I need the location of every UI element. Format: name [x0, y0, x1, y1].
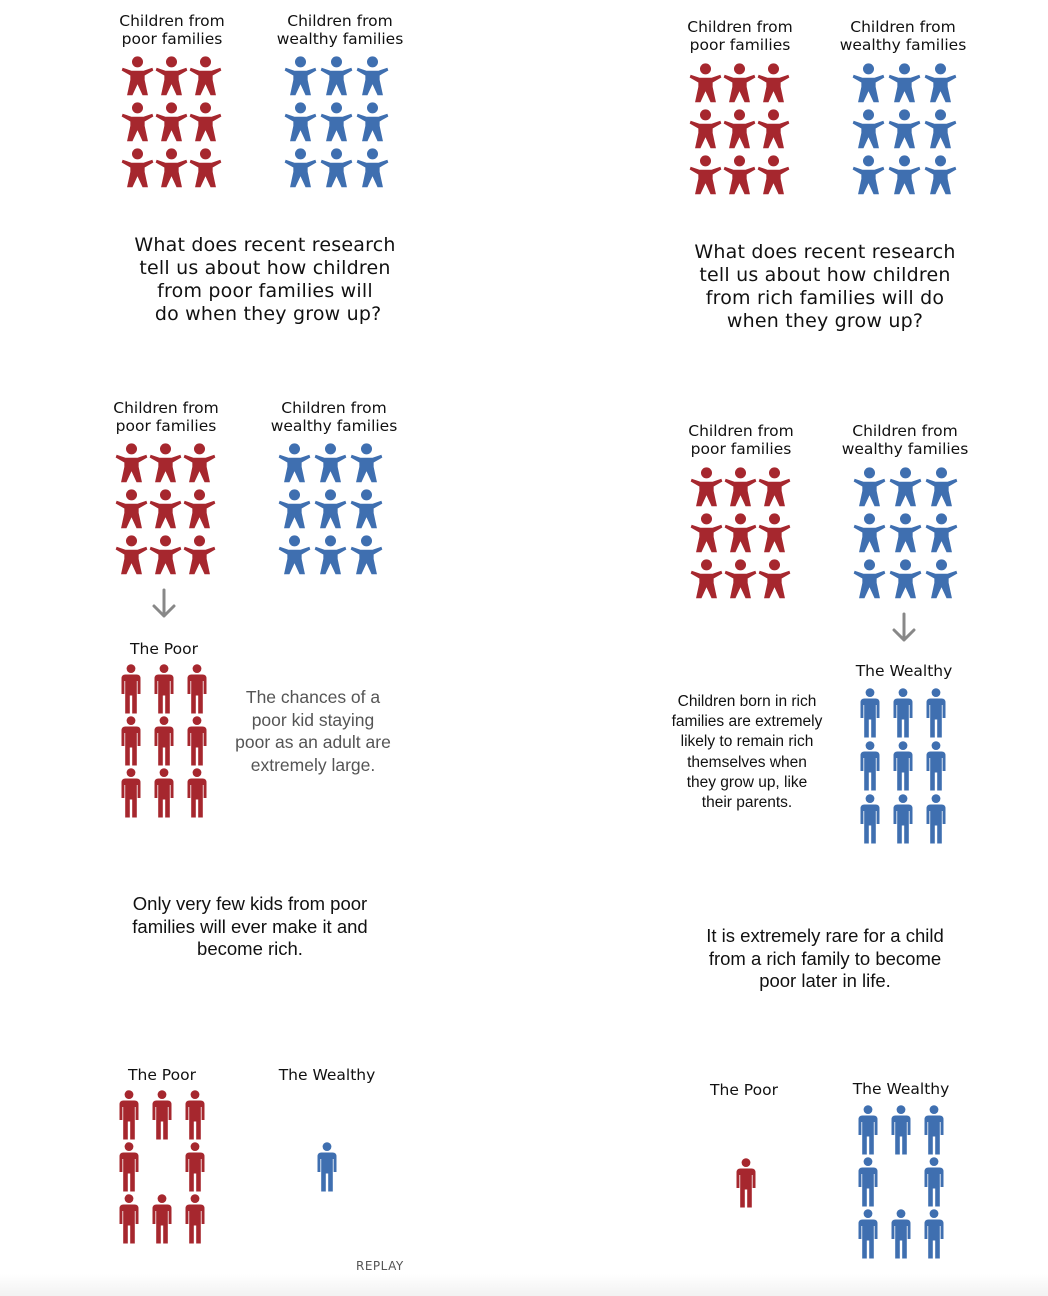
child-figure-icon — [350, 489, 383, 529]
child-figure-icon — [724, 513, 757, 553]
adult-figure-icon — [152, 716, 176, 766]
child-figure-icon — [278, 535, 311, 575]
adult-figure-icon — [856, 1105, 880, 1155]
child-figure-icon — [853, 559, 886, 599]
child-figure-icon — [889, 559, 922, 599]
wealthy-outcome-caption: Children born in rich families are extremely likely to remain rich themselves when they grow up, like their parents. — [671, 693, 823, 812]
child-figure-icon — [149, 443, 182, 483]
adult-figure-icon — [119, 664, 143, 714]
child-figure-icon — [121, 56, 154, 96]
adult-figure-icon — [185, 716, 209, 766]
poor-outcome-caption: The chances of a poor kid staying poor as an adult are extremely large. — [235, 687, 391, 775]
child-figure-icon — [852, 109, 885, 149]
child-figure-icon — [189, 148, 222, 188]
poor-children-label: Children from poor families — [119, 12, 225, 48]
arrow-down-icon — [889, 611, 919, 645]
child-figure-icon — [183, 489, 216, 529]
child-figure-icon — [758, 467, 791, 507]
child-figure-icon — [350, 443, 383, 483]
adult-figure-icon — [185, 768, 209, 818]
poor-children-label: Children from poor families — [687, 18, 793, 54]
child-figure-icon — [889, 513, 922, 553]
child-figure-icon — [121, 148, 154, 188]
child-figure-icon — [757, 155, 790, 195]
child-figure-icon — [924, 155, 957, 195]
question-text: What does recent research tell us about how children from rich families will do when they grow up? — [694, 241, 956, 332]
child-figure-icon — [115, 535, 148, 575]
adult-figure-icon — [183, 1090, 207, 1140]
the-wealthy-label: The Wealthy — [852, 1080, 950, 1098]
adult-figure-icon — [922, 1209, 946, 1259]
mobility-statement: Only very few kids from poor families will ever make it and become rich. — [132, 893, 368, 959]
child-figure-icon — [723, 155, 756, 195]
adult-figure-icon — [891, 688, 915, 738]
child-figure-icon — [284, 148, 317, 188]
adult-figure-icon — [185, 664, 209, 714]
adult-figure-icon — [117, 1142, 141, 1192]
adult-figure-icon — [150, 1090, 174, 1140]
child-figure-icon — [278, 489, 311, 529]
question-text: What does recent research tell us about how children from poor families will do when they grow up? — [134, 234, 396, 325]
child-figure-icon — [189, 56, 222, 96]
child-figure-icon — [149, 535, 182, 575]
adult-figure-icon — [315, 1142, 339, 1192]
child-figure-icon — [320, 102, 353, 142]
the-wealthy-label: The Wealthy — [278, 1066, 376, 1084]
the-wealthy-label: The Wealthy — [855, 662, 953, 680]
child-figure-icon — [356, 56, 389, 96]
child-figure-icon — [320, 148, 353, 188]
adult-figure-icon — [119, 716, 143, 766]
the-poor-label: The Poor — [130, 640, 198, 658]
child-figure-icon — [689, 109, 722, 149]
adult-figure-icon — [119, 768, 143, 818]
adult-figure-icon — [183, 1194, 207, 1244]
child-figure-icon — [314, 535, 347, 575]
bottom-fade — [0, 1274, 1048, 1296]
child-figure-icon — [758, 559, 791, 599]
child-figure-icon — [852, 155, 885, 195]
adult-figure-icon — [117, 1090, 141, 1140]
child-figure-icon — [723, 63, 756, 103]
wealthy-children-label: Children from wealthy families — [839, 18, 967, 54]
child-figure-icon — [121, 102, 154, 142]
adult-figure-icon — [183, 1142, 207, 1192]
adult-figure-icon — [856, 1209, 880, 1259]
adult-figure-icon — [117, 1194, 141, 1244]
child-figure-icon — [115, 489, 148, 529]
child-figure-icon — [853, 513, 886, 553]
child-figure-icon — [189, 102, 222, 142]
child-figure-icon — [758, 513, 791, 553]
child-figure-icon — [889, 467, 922, 507]
child-figure-icon — [924, 109, 957, 149]
adult-figure-icon — [924, 794, 948, 844]
child-figure-icon — [723, 109, 756, 149]
child-figure-icon — [356, 148, 389, 188]
adult-figure-icon — [922, 1105, 946, 1155]
adult-figure-icon — [856, 1157, 880, 1207]
adult-figure-icon — [891, 794, 915, 844]
child-figure-icon — [925, 467, 958, 507]
child-figure-icon — [690, 559, 723, 599]
adult-figure-icon — [858, 688, 882, 738]
child-figure-icon — [155, 56, 188, 96]
child-figure-icon — [724, 559, 757, 599]
child-figure-icon — [757, 109, 790, 149]
child-figure-icon — [888, 109, 921, 149]
child-figure-icon — [924, 63, 957, 103]
child-figure-icon — [314, 489, 347, 529]
the-poor-label: The Poor — [128, 1066, 196, 1084]
child-figure-icon — [690, 513, 723, 553]
child-figure-icon — [689, 63, 722, 103]
child-figure-icon — [320, 56, 353, 96]
adult-figure-icon — [858, 741, 882, 791]
arrow-down-icon — [149, 587, 179, 621]
child-figure-icon — [689, 155, 722, 195]
child-figure-icon — [155, 148, 188, 188]
adult-figure-icon — [152, 664, 176, 714]
wealthy-children-label: Children from wealthy families — [270, 399, 398, 435]
adult-figure-icon — [889, 1209, 913, 1259]
child-figure-icon — [115, 443, 148, 483]
child-figure-icon — [356, 102, 389, 142]
adult-figure-icon — [858, 794, 882, 844]
adult-figure-icon — [922, 1157, 946, 1207]
child-figure-icon — [925, 513, 958, 553]
child-figure-icon — [183, 535, 216, 575]
child-figure-icon — [314, 443, 347, 483]
poor-children-label: Children from poor families — [688, 422, 794, 458]
child-figure-icon — [278, 443, 311, 483]
the-poor-label: The Poor — [710, 1081, 778, 1099]
child-figure-icon — [284, 56, 317, 96]
child-figure-icon — [757, 63, 790, 103]
child-figure-icon — [149, 489, 182, 529]
adult-figure-icon — [734, 1158, 758, 1208]
child-figure-icon — [853, 467, 886, 507]
replay-button[interactable]: REPLAY — [356, 1259, 404, 1273]
child-figure-icon — [925, 559, 958, 599]
child-figure-icon — [284, 102, 317, 142]
wealthy-children-label: Children from wealthy families — [841, 422, 969, 458]
wealthy-children-label: Children from wealthy families — [276, 12, 404, 48]
child-figure-icon — [888, 155, 921, 195]
child-figure-icon — [888, 63, 921, 103]
adult-figure-icon — [152, 768, 176, 818]
child-figure-icon — [350, 535, 383, 575]
mobility-statement: It is extremely rare for a child from a rich family to become poor later in life. — [706, 925, 944, 991]
child-figure-icon — [852, 63, 885, 103]
adult-figure-icon — [150, 1194, 174, 1244]
child-figure-icon — [690, 467, 723, 507]
adult-figure-icon — [889, 1105, 913, 1155]
adult-figure-icon — [924, 741, 948, 791]
adult-figure-icon — [924, 688, 948, 738]
child-figure-icon — [724, 467, 757, 507]
child-figure-icon — [155, 102, 188, 142]
poor-children-label: Children from poor families — [113, 399, 219, 435]
child-figure-icon — [183, 443, 216, 483]
adult-figure-icon — [891, 741, 915, 791]
